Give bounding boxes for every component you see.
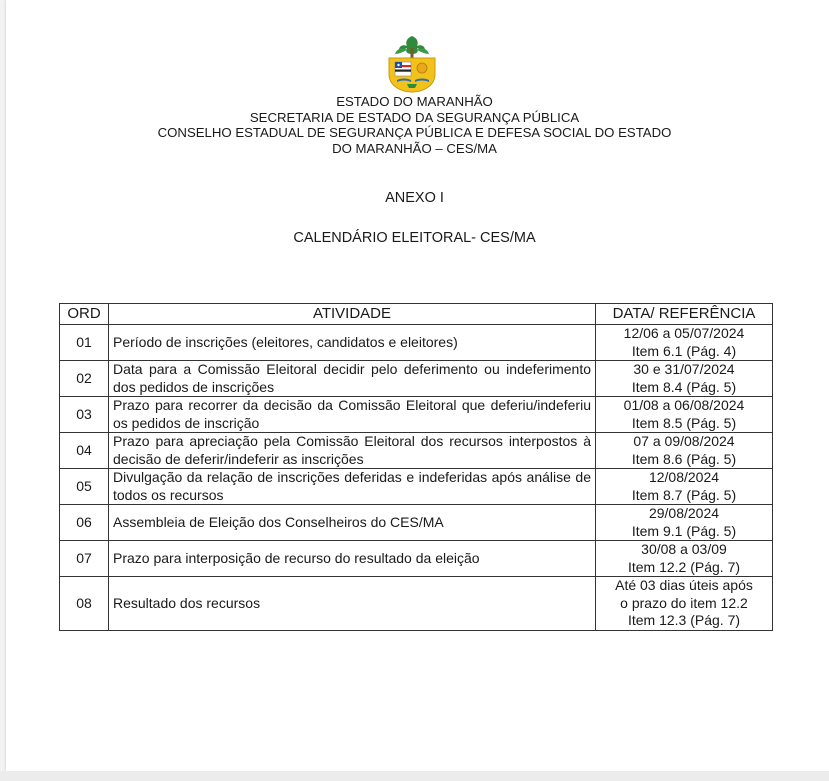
column-header-ord: ORD xyxy=(60,304,109,325)
row-reference: Item 9.1 (Pág. 5) xyxy=(631,522,737,539)
row-date-reference xyxy=(596,325,773,361)
row-ord: 07 xyxy=(60,541,109,577)
header-line-council-cont: DO MARANHÃO – CES/MA xyxy=(332,140,497,156)
electoral-calendar-table xyxy=(59,303,773,631)
row-date-reference xyxy=(596,433,773,469)
row-ord: 06 xyxy=(60,505,109,541)
row-ord: 04 xyxy=(60,433,109,469)
row-date: 12/06 a 05/07/2024 xyxy=(623,325,745,341)
row-activity: Divulgação da relação de inscrições deferidas e indeferidas após análise de todos os recursos xyxy=(109,469,596,505)
row-reference: Item 12.3 (Pág. 7) xyxy=(627,612,741,628)
row-date: 01/08 a 06/08/2024 xyxy=(623,397,745,413)
row-activity: Data para a Comissão Eleitoral decidir pelo deferimento ou indeferimento dos pedidos de inscrições xyxy=(109,361,596,397)
row-date-reference xyxy=(596,577,773,631)
row-activity: Prazo para interposição de recurso do resultado da eleição xyxy=(109,541,596,577)
row-ord: 03 xyxy=(60,397,109,433)
row-activity: Prazo para apreciação pela Comissão Eleitoral dos recursos interpostos à decisão de deferir/indeferir as inscrições xyxy=(109,433,596,469)
row-ord: 02 xyxy=(60,361,109,397)
row-ord: 08 xyxy=(60,577,109,631)
table-row xyxy=(60,361,773,397)
row-date-reference xyxy=(596,469,773,505)
row-date-reference xyxy=(596,397,773,433)
document-header xyxy=(0,94,829,156)
row-date-cont: o prazo do item 12.2 xyxy=(620,594,748,611)
maranhao-coat-of-arms-icon xyxy=(385,34,439,94)
row-ord: 05 xyxy=(60,469,109,505)
row-date: 12/08/2024 xyxy=(648,469,720,485)
row-activity: Resultado dos recursos xyxy=(109,577,596,631)
column-header-date-reference: DATA/ REFERÊNCIA xyxy=(596,304,773,325)
row-activity: Prazo para recorrer da decisão da Comissão Eleitoral que deferiu/indeferiu os pedidos de inscrição xyxy=(109,397,596,433)
table-row xyxy=(60,325,773,361)
table-header-row xyxy=(60,304,773,325)
calendar-title: CALENDÁRIO ELEITORAL- CES/MA xyxy=(293,230,536,246)
row-reference: Item 8.6 (Pág. 5) xyxy=(631,450,737,467)
row-date: 30 e 31/07/2024 xyxy=(633,361,735,377)
table-row xyxy=(60,433,773,469)
header-line-secretariat: SECRETARIA DE ESTADO DA SEGURANÇA PÚBLICA xyxy=(249,109,580,125)
row-reference: Item 8.5 (Pág. 5) xyxy=(631,414,737,431)
row-date-reference xyxy=(596,505,773,541)
row-reference: Item 8.4 (Pág. 5) xyxy=(631,378,737,395)
row-activity: Período de inscrições (eleitores, candidatos e eleitores) xyxy=(109,325,596,361)
row-date-reference xyxy=(596,541,773,577)
header-line-state: ESTADO DO MARANHÃO xyxy=(336,94,493,109)
header-line-council: CONSELHO ESTADUAL DE SEGURANÇA PÚBLICA E DEFESA SOCIAL DO ESTADO xyxy=(157,125,672,140)
row-activity: Assembleia de Eleição dos Conselheiros do CES/MA xyxy=(109,505,596,541)
row-date: Até 03 dias úteis após xyxy=(615,577,753,593)
row-reference: Item 8.7 (Pág. 5) xyxy=(631,486,737,503)
row-reference: Item 6.1 (Pág. 4) xyxy=(631,342,737,359)
table-row xyxy=(60,397,773,433)
table-row xyxy=(60,505,773,541)
row-date: 30/08 a 03/09 xyxy=(641,541,727,557)
annex-title: ANEXO I xyxy=(385,190,444,206)
table-row xyxy=(60,469,773,505)
row-reference: Item 12.2 (Pág. 7) xyxy=(627,558,741,575)
row-date: 07 a 09/08/2024 xyxy=(633,433,735,449)
row-date-reference xyxy=(596,361,773,397)
row-ord: 01 xyxy=(60,325,109,361)
column-header-activity: ATIVIDADE xyxy=(109,304,596,325)
table-row xyxy=(60,541,773,577)
row-date: 29/08/2024 xyxy=(648,505,720,521)
page-bottom-margin xyxy=(0,771,829,781)
table-row xyxy=(60,577,773,631)
